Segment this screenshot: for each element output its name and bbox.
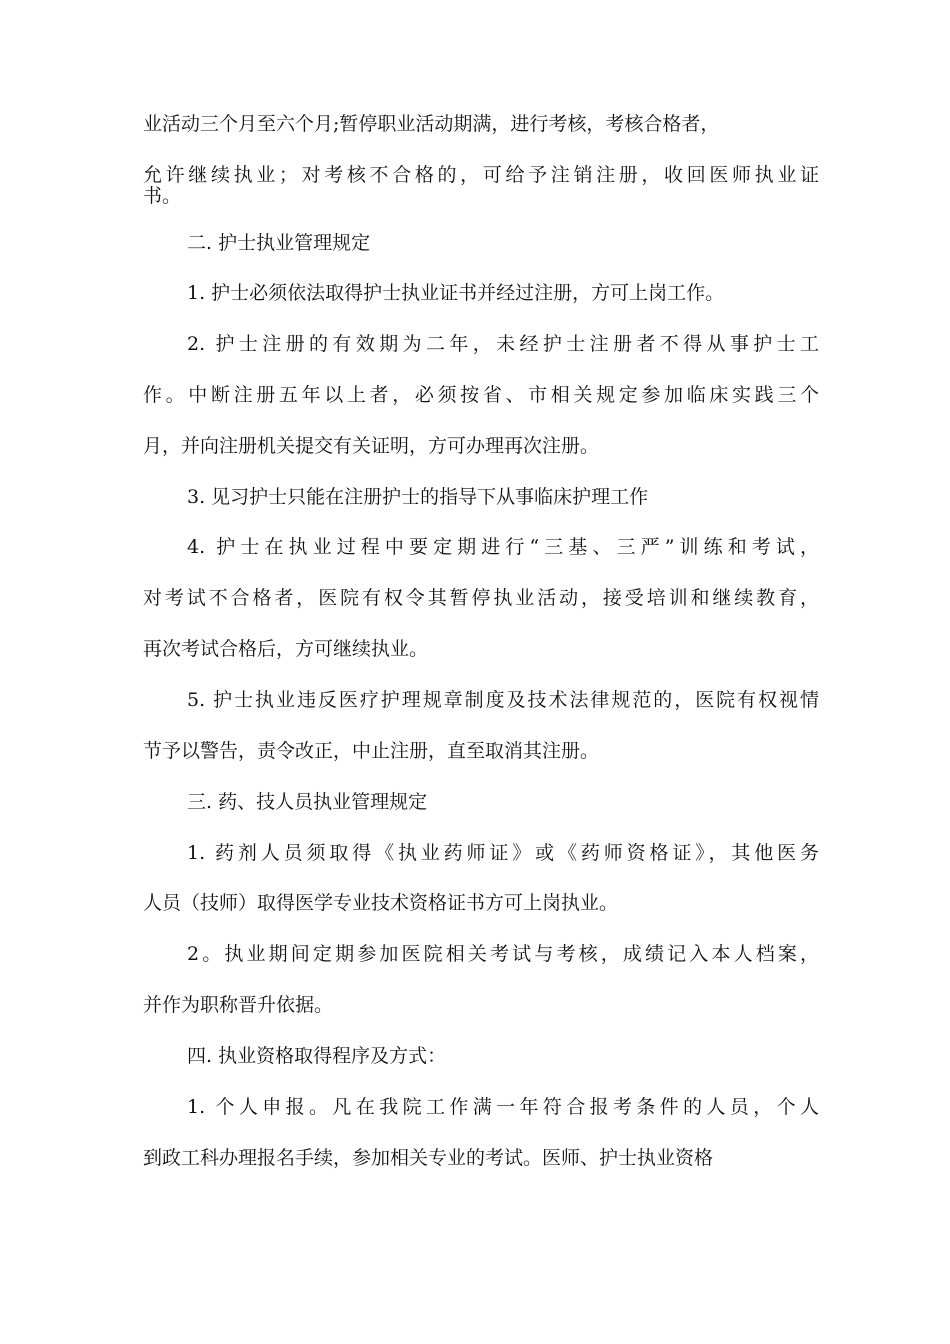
text-line-17: 人员（技师）取得医学专业技术资格证书方可上岗执业。 <box>143 892 619 914</box>
text-line-1: 业活动三个月至六个月;暂停职业活动期满，进行考核，考核合格者， <box>143 113 720 135</box>
section-heading-4: 四. 执业资格取得程序及方式： <box>187 1045 447 1067</box>
text-line-7: 作。中断注册五年以上者，必须按省、市相关规定参加临床实践三个 <box>143 384 819 406</box>
text-line-21: 1. 个人申报。凡在我院工作满一年符合报考条件的人员，个人 <box>187 1096 819 1118</box>
text-line-6: 2. 护士注册的有效期为二年，未经护士注册者不得从事护士工 <box>187 333 819 355</box>
text-line-19: 并作为职称晋升依据。 <box>143 994 334 1016</box>
text-line-16: 1. 药剂人员须取得《执业药师证》或《药师资格证》，其他医务 <box>187 842 819 864</box>
text-line-22: 到政工科办理报名手续，参加相关专业的考试。医师、护士执业资格 <box>143 1147 714 1169</box>
section-heading-2: 二. 护士执业管理规定 <box>187 232 371 254</box>
text-line-13: 5. 护士执业违反医疗护理规章制度及技术法律规范的，医院有权视情 <box>187 689 819 711</box>
text-line-2: 允许继续执业；对考核不合格的，可给予注销注册，收回医师执业证 <box>143 164 819 186</box>
text-line-8: 月，并向注册机关提交有关证明，方可办理再次注册。 <box>143 435 600 457</box>
text-line-10: 4. 护士在执业过程中要定期进行“三基、三严”训练和考试， <box>187 536 819 558</box>
text-line-14: 节予以警告，责令改正，中止注册，直至取消其注册。 <box>143 740 600 762</box>
text-line-3: 书。 <box>143 185 182 207</box>
text-line-18: 2。执业期间定期参加医院相关考试与考核，成绩记入本人档案， <box>187 943 819 965</box>
text-line-11: 对考试不合格者，医院有权令其暂停执业活动，接受培训和继续教育， <box>143 587 819 609</box>
text-line-5: 1. 护士必须依法取得护士执业证书并经过注册，方可上岗工作。 <box>187 282 725 304</box>
text-line-9: 3. 见习护士只能在注册护士的指导下从事临床护理工作 <box>187 486 649 508</box>
text-line-12: 再次考试合格后，方可继续执业。 <box>143 638 429 660</box>
section-heading-3: 三. 药、技人员执业管理规定 <box>187 791 428 813</box>
